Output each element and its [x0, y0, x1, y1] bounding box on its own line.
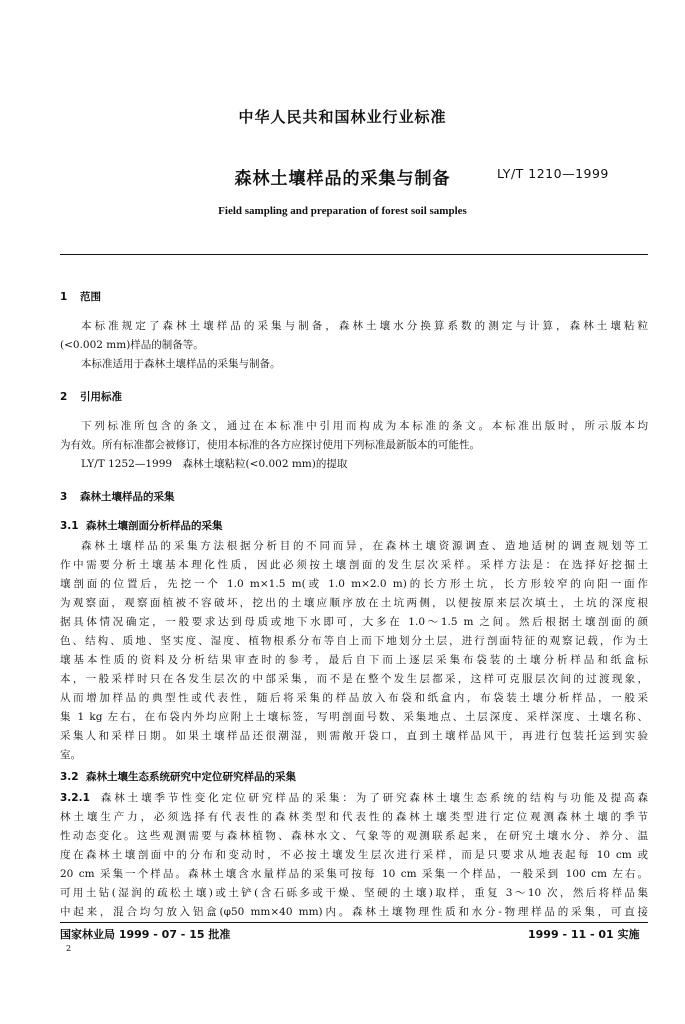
publisher-title: 中华人民共和国林业行业标准: [238, 108, 447, 126]
paragraph-line: (<0.002 mm)样品的制备等。: [60, 339, 204, 351]
implementation-date: 1999 - 11 - 01 实施: [528, 928, 640, 941]
section-2-heading: [60, 389, 122, 404]
paragraph-line: 为有效。所有标准都会被修订，使用本标准的各方应探讨使用下列标准最新版本的可能性。: [60, 439, 480, 451]
section-title: 森林土壤剖面分析样品的采集: [86, 520, 223, 532]
paragraph-line: 壤剖面的位置后，先挖一个 1.0 m×1.5 m(或 1.0 m×2.0 m)的长方形土坑，长方形较窄的向阳一面作: [60, 578, 648, 590]
paragraph-line: 室。: [60, 749, 81, 761]
standard-code: LY/T 1210—1999: [497, 166, 609, 181]
section-title: 范围: [80, 291, 101, 303]
clause-number: 3.2.1: [60, 792, 90, 804]
clause-text: 森林土壤季节性变化定位研究样品的采集：为了研究森林土壤生态系统的结构与功能及提高森: [97, 792, 648, 804]
section-number: 3.2: [60, 771, 79, 783]
paragraph-line: 据具体情况确定，一般要求达到母质或地下水即可，大多在 1.0～1.5 m 之间。然后根据土壤剖面的颜: [60, 616, 648, 628]
section-title: 森林土壤样品的采集: [80, 491, 175, 503]
paragraph-line: 集 1 kg 左右，在布袋内外均应附上土壤标签，写明剖面号数、采集地点、土层深度、采样深度、土壤名称、: [60, 711, 648, 723]
paragraph-line: 壤基本性质的资料及分析结果审查时的参考，最后自下而上逐层采集布袋装的土壤分析样品和纸盒标: [60, 654, 648, 666]
paragraph-line: 本标准规定了森林土壤样品的采集与制备，森林土壤水分换算系数的测定与计算，森林土壤粘粒: [81, 320, 648, 332]
paragraph-line: 中起来，混合均匀放入铝盒(φ50 mm×40 mm)内。森林土壤物理性质和水分-物理样品的采集，可直接: [60, 906, 648, 918]
paragraph-line: [60, 790, 648, 805]
section-3-2-heading: [60, 769, 296, 784]
english-subtitle: Field sampling and preparation of forest soil samples: [218, 205, 467, 217]
paragraph-line: 为观察面，观察面植被不容破坏，挖出的土壤应顺序放在土坑两侧，以便按原来层次填土，土坑的深度根: [60, 597, 648, 609]
paragraph-line: 20 cm 采集一个样品。森林土壤含水量样品的采集可按每 10 cm 采集一个样品，一般采到 100 cm 左右。: [60, 868, 648, 880]
paragraph-line: 森林土壤样品的采集方法根据分析目的不同而异，在森林土壤资源调查、造地适树的调查规划等工: [81, 540, 648, 552]
approval-date: 国家林业局 1999 - 07 - 15 批准: [60, 928, 231, 941]
section-number: 2: [60, 391, 68, 403]
paragraph-line: 下列标准所包含的条文，通过在本标准中引用而构成为本标准的条文。本标准出版时，所示版本均: [81, 420, 648, 432]
referenced-standard: LY/T 1252—1999 森林土壤粘粒(<0.002 mm)的提取: [81, 458, 348, 470]
section-3-heading: [60, 489, 175, 504]
paragraph-line: 林土壤生产力，必须选择有代表性的森林类型和代表性的森林土壤类型进行定位观测森林土壤的季节: [60, 811, 648, 823]
page-number: 2: [66, 944, 72, 953]
bottom-divider: [60, 922, 648, 923]
paragraph-line: 采集人和采样日期。如果土壤样品还很潮湿，则需敞开袋口，直到土壤样品风干，再进行包装托运到实验: [60, 730, 648, 742]
section-number: 3: [60, 491, 68, 503]
section-3-1-heading: [60, 518, 223, 533]
section-number: 1: [60, 291, 68, 303]
section-1-heading: [60, 289, 101, 304]
paragraph-line: 本，一般采样时只在各发生层次的中部采集，而不是在整个发生层都采，这样可克服层次间的过渡现象，: [60, 673, 648, 685]
paragraph-line: 作中需要分析土壤基本理化性质，因此必须按土壤剖面的发生层次采样。采样方法是：在选择好挖掘土: [60, 559, 648, 571]
paragraph-line: 度在森林土壤剖面中的分布和变动时，不必按土壤发生层次进行采样，而是只要求从地表起每 10 cm 或: [60, 849, 648, 861]
section-number: 3.1: [60, 520, 79, 532]
paragraph-line: 性动态变化。这些观测需要与森林植物、森林水文、气象等的观测联系起来，在研究土壤水分、养分、温: [60, 830, 648, 842]
paragraph-line: 色、结构、质地、坚实度、湿度、植物根系分布等自上而下地划分土层，进行剖面特征的观察记载，作为土: [60, 635, 648, 647]
paragraph-line: 可用土钻(湿润的疏松土壤)或土铲(含石砾多或干燥、坚硬的土壤)取样，重复 3～10 次，然后将样品集: [60, 887, 648, 899]
paragraph-line: 本标准适用于森林土壤样品的采集与制备。: [81, 358, 281, 370]
paragraph-line: 从而增加样品的典型性或代表性，随后将采集的样品放入布袋和纸盒内，布袋装土壤分析样品，一般采: [60, 692, 648, 704]
document-title: 森林土壤样品的采集与制备: [234, 169, 451, 189]
section-title: 森林土壤生态系统研究中定位研究样品的采集: [86, 771, 296, 783]
top-divider: [60, 254, 648, 255]
section-title: 引用标准: [80, 391, 122, 403]
